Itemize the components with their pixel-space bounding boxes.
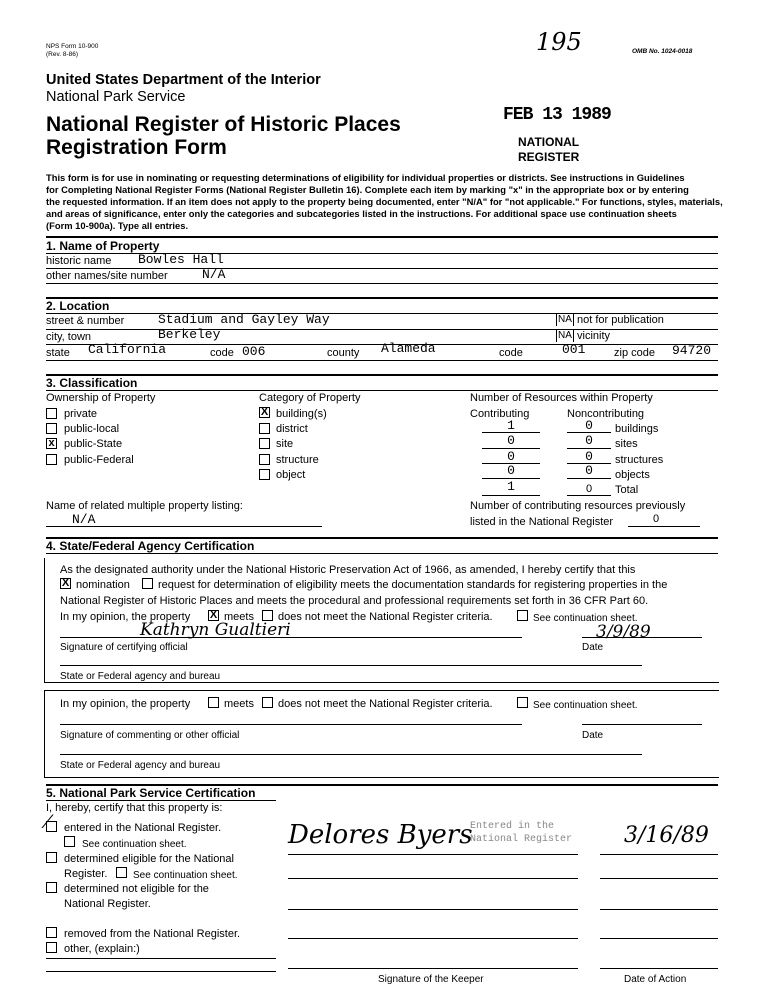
commenting-date-line (582, 724, 702, 725)
request-determination-checkbox[interactable] (142, 578, 153, 589)
keeper-sig-line-4 (288, 938, 578, 939)
ownership-public-federal-label: public-Federal (64, 454, 134, 466)
nfp-mark[interactable]: NA (558, 314, 572, 325)
contrib-structures[interactable]: 0 (507, 449, 515, 464)
nomination-label: nomination (76, 579, 130, 591)
other-names-value[interactable]: N/A (202, 267, 226, 282)
res-label-objects: objects (615, 469, 650, 481)
prev-listed-label-2: listed in the National Register (470, 516, 614, 528)
state-code-value[interactable]: 006 (242, 344, 266, 359)
removed-label: removed from the National Register. (64, 928, 241, 940)
prev-listed-value[interactable]: 0 (652, 513, 660, 525)
ownership-heading: Ownership of Property (46, 392, 156, 404)
state-value[interactable]: California (88, 342, 167, 357)
other-checkbox[interactable] (46, 942, 57, 953)
entered-stamp-line1: Entered in the (470, 821, 555, 832)
ownership-public-local-label: public-local (64, 423, 120, 435)
ownership-public-state-label: public-State (64, 438, 123, 450)
other-explain-line-1 (46, 958, 276, 959)
opinion-prefix: In my opinion, the property (60, 611, 191, 623)
noncontrib-total-line (567, 495, 611, 496)
det-eligible-checkbox[interactable] (46, 852, 57, 863)
see-cont-b-label: See continuation sheet. (133, 870, 238, 881)
received-stamp-line2: REGISTER (518, 150, 580, 164)
res-label-buildings: buildings (615, 423, 659, 435)
see-cont-a-label: See continuation sheet. (82, 839, 187, 850)
zip-label: zip code (614, 347, 655, 359)
street-line (46, 329, 718, 330)
meets2-label: meets (224, 698, 254, 710)
removed-checkbox[interactable] (46, 927, 57, 938)
agency-label: State or Federal agency and bureau (60, 671, 221, 682)
category-building-label: building(s) (276, 408, 327, 420)
category-structure-label: structure (276, 454, 319, 466)
category-district-label: district (276, 423, 308, 435)
keeper-date-line-2 (600, 878, 718, 879)
vicinity-label: vicinity (577, 330, 611, 342)
agency-line (60, 665, 642, 666)
other-names-line (46, 283, 718, 284)
section3-heading: 3. Classification (46, 376, 138, 390)
county-code-label: code (499, 347, 523, 359)
keeper-signature[interactable]: Delores Byers (288, 820, 473, 850)
not-eligible-checkbox[interactable] (46, 882, 57, 893)
keeper-date-line-3 (600, 909, 718, 910)
form-title-line2: Registration Form (46, 136, 227, 159)
category-object-checkbox[interactable] (259, 469, 270, 480)
received-stamp-line1: NATIONAL (518, 135, 580, 149)
section4-heading: 4. State/Federal Agency Certification (46, 539, 255, 553)
det-eligible-label-2: Register. (64, 868, 108, 880)
other-names-label: other names/site number (46, 270, 168, 282)
other-explain-line-2 (46, 971, 276, 972)
historic-name-value[interactable]: Bowles Hall (138, 252, 224, 267)
noncontrib-total[interactable]: 0 (585, 483, 593, 495)
noncontrib-structures[interactable]: 0 (585, 449, 593, 464)
section1-rule (46, 236, 718, 238)
city-label: city, town (46, 331, 92, 343)
instructions-line4: and areas of significance, enter only the categories and subcategories listed in the instructions. For additional space use continuation sheets (46, 208, 677, 219)
not-eligible-label-2: National Register. (64, 898, 151, 910)
category-heading: Category of Property (259, 392, 361, 404)
category-object-label: object (276, 469, 306, 481)
form-title-line1: National Register of Historic Places (46, 113, 401, 136)
action-date-label: Date of Action (624, 974, 687, 985)
historic-name-label: historic name (46, 255, 112, 267)
does-not-meet2-label: does not meet the National Register criteria. (278, 698, 493, 710)
county-value[interactable]: Alameda (381, 341, 436, 356)
noncontributing-heading: Noncontributing (567, 408, 645, 420)
not-eligible-label-1: determined not eligible for the (64, 883, 209, 895)
noncontrib-sites[interactable]: 0 (585, 433, 593, 448)
certifying-signature[interactable]: Kathryn Gualtieri (140, 620, 291, 640)
certifying-date[interactable]: 3/9/89 (596, 622, 651, 642)
state-line (46, 360, 718, 361)
see-cont-b-checkbox[interactable] (116, 867, 127, 878)
keeper-label: Signature of the Keeper (378, 974, 484, 985)
keeper-sig-line-5 (288, 968, 578, 969)
category-district-checkbox[interactable] (259, 423, 270, 434)
res-label-total: Total (615, 484, 639, 496)
ownership-public-local-checkbox[interactable] (46, 423, 57, 434)
omb-number: OMB No. 1024-0018 (632, 48, 693, 55)
noncontrib-buildings[interactable]: 0 (585, 418, 593, 433)
entered-label: entered in the National Register. (64, 822, 222, 834)
see-continuation2-label: See continuation sheet. (533, 700, 638, 711)
form-number: NPS Form 10-900 (46, 43, 99, 50)
other-label: other, (explain:) (64, 943, 140, 955)
form-revision: (Rev. 8-86) (46, 51, 79, 58)
instructions-line1: This form is for use in nominating or requesting determinations of eligibility for individual properties or districts. See instructions in Guidelines (46, 172, 685, 183)
prev-listed-label-1: Number of contributing resources previously (470, 500, 686, 512)
ownership-private-label: private (64, 408, 98, 420)
county-label: county (327, 347, 360, 359)
meets-checkbox[interactable]: X (209, 609, 218, 621)
section2-heading: 2. Location (46, 299, 110, 313)
instructions-line2: for Completing National Register Forms (National Register Bulletin 16). Complete each item by marking "x" in the appropriate box or by entering (46, 184, 689, 195)
ownership-public-state-checkbox[interactable]: x (46, 438, 57, 449)
noncontrib-objects[interactable]: 0 (585, 463, 593, 478)
cert-line-2: request for determination of eligibility meets the documentation standards for registering properties in the (158, 579, 668, 591)
keeper-sig-line-3 (288, 909, 578, 910)
contributing-heading: Contributing (470, 408, 530, 420)
related-listing-line (46, 526, 322, 527)
commenting-signature-label: Signature of commenting or other official (60, 730, 240, 741)
cert-line-1: As the designated authority under the National Historic Preservation Act of 1966, as amended, I hereby certify that this (60, 564, 636, 576)
ownership-public-federal-checkbox[interactable] (46, 454, 57, 465)
certifying-signature-label: Signature of certifying official (60, 642, 188, 653)
category-site-label: site (276, 438, 294, 450)
section3-rule (46, 374, 718, 376)
state-code-label: code (210, 347, 234, 359)
street-label: street & number (46, 315, 125, 327)
res-label-structures: structures (615, 454, 664, 466)
service-name: National Park Service (46, 89, 186, 105)
resources-heading: Number of Resources within Property (470, 392, 653, 404)
nps-intro: I, hereby, certify that this property is: (46, 802, 223, 814)
instructions-line3: the requested information. If an item does not apply to the property being documented, enter "N/A" for "not applicable." For functions, styles, materials, (46, 196, 723, 207)
contrib-total-line (482, 495, 540, 496)
category-building-checkbox[interactable]: X (260, 406, 269, 418)
does-not-meet-label: does not meet the National Register criteria. (278, 611, 493, 623)
section1-heading: 1. Name of Property (46, 239, 160, 253)
contrib-buildings[interactable]: 1 (507, 418, 515, 433)
commenting-signature-line (60, 724, 522, 725)
see-continuation-checkbox[interactable] (517, 610, 528, 621)
keeper-date-line-5 (600, 968, 718, 969)
agency2-line (60, 754, 642, 755)
related-listing-label: Name of related multiple property listing: (46, 500, 243, 512)
ownership-private-checkbox[interactable] (46, 408, 57, 419)
entered-stamp-line2: National Register (470, 834, 573, 845)
noncontrib-objects-line (567, 478, 611, 479)
section5-heading: 5. National Park Service Certification (46, 786, 256, 800)
instructions-line5: (Form 10-900a). Type all entries. (46, 220, 189, 231)
see-continuation-label: See continuation sheet. (533, 613, 638, 624)
city-value[interactable]: Berkeley (158, 327, 221, 342)
received-stamp-date: FEB 13 1989 (503, 105, 611, 125)
keeper-date[interactable]: 3/16/89 (624, 823, 709, 848)
handwritten-number: 195 (536, 28, 582, 56)
vicinity-mark[interactable]: NA (558, 330, 572, 341)
see-cont-a-checkbox[interactable] (64, 836, 75, 847)
keeper-date-line-4 (600, 938, 718, 939)
agency2-label: State or Federal agency and bureau (60, 760, 221, 771)
county-code-value[interactable]: 001 (562, 342, 586, 357)
category-structure-checkbox[interactable] (259, 454, 270, 465)
does-not-meet2-checkbox[interactable] (262, 697, 273, 708)
entered-check-mark: ⁄ (46, 812, 50, 833)
meets-label: meets (224, 611, 254, 623)
related-listing-value[interactable]: N/A (72, 512, 96, 527)
nfp-label: not for publication (577, 314, 664, 326)
keeper-sig-line-2 (288, 878, 578, 879)
street-value[interactable]: Stadium and Gayley Way (158, 312, 330, 327)
contrib-objects[interactable]: 0 (507, 463, 515, 478)
state-label: state (46, 347, 70, 359)
dept-name: United States Department of the Interior (46, 72, 321, 88)
meets2-checkbox[interactable] (208, 697, 219, 708)
category-site-checkbox[interactable] (259, 438, 270, 449)
nomination-checkbox[interactable]: X (61, 577, 70, 589)
certifying-date-label: Date (582, 642, 604, 653)
zip-value[interactable]: 94720 (672, 343, 712, 358)
historic-name-line (46, 268, 718, 269)
certifying-date-line (582, 637, 702, 638)
contrib-sites[interactable]: 0 (507, 433, 515, 448)
cert-line-3: National Register of Historic Places and meets the procedural and professional requirements set forth in 36 CFR Part 60. (60, 595, 649, 607)
certifying-signature-line (60, 637, 522, 638)
commenting-date-label: Date (582, 730, 604, 741)
section2-rule (46, 297, 718, 299)
see-continuation2-checkbox[interactable] (517, 697, 528, 708)
det-eligible-label-1: determined eligible for the National (64, 853, 234, 865)
res-label-sites: sites (615, 438, 638, 450)
section3-heading-underline (46, 390, 718, 391)
keeper-sig-line-1 (288, 854, 578, 855)
contrib-total[interactable]: 1 (507, 479, 515, 494)
section4-heading-underline (46, 553, 718, 554)
keeper-date-line-1 (600, 854, 718, 855)
section5-heading-underline (46, 800, 276, 801)
prev-listed-line (628, 526, 700, 527)
opinion2-prefix: In my opinion, the property (60, 698, 191, 710)
